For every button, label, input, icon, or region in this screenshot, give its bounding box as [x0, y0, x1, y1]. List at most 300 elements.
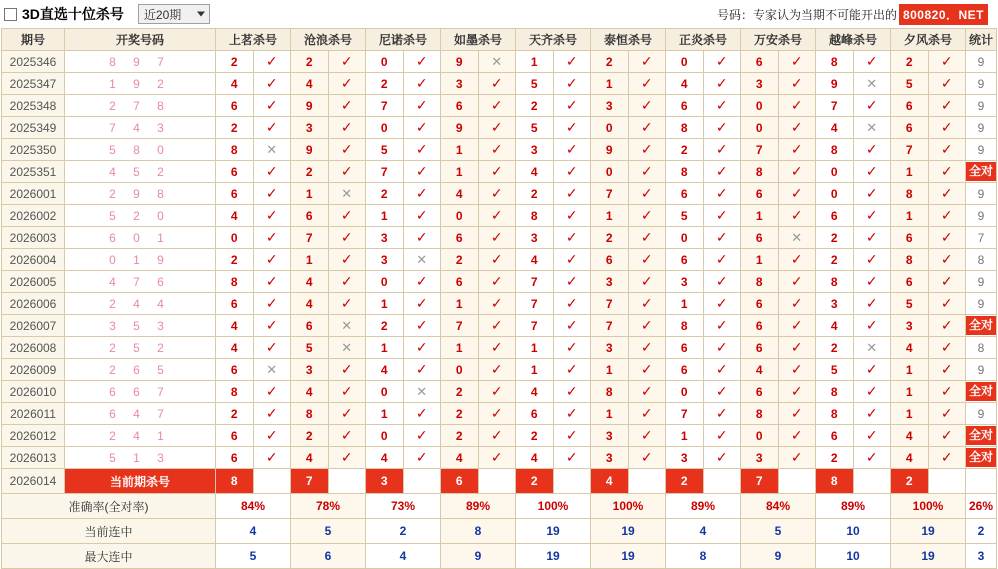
check-icon: ✓: [403, 293, 441, 315]
cross-icon: ✕: [853, 73, 891, 95]
cell-kill-number: 2: [366, 315, 404, 337]
check-icon: ✓: [553, 315, 591, 337]
summary-value: 73%: [366, 494, 441, 519]
check-icon: ✓: [703, 271, 741, 293]
cell-kill-number: 2: [291, 425, 329, 447]
check-icon: ✓: [253, 95, 291, 117]
cell-kill-number: 4: [516, 381, 554, 403]
status-badge: [966, 425, 997, 447]
cell-kill-number: 0: [216, 227, 254, 249]
status-badge: [966, 381, 997, 403]
check-icon: ✓: [403, 51, 441, 73]
cell-draw-code: 2 9 8: [65, 183, 216, 205]
check-icon: ✓: [628, 161, 666, 183]
cell-stat: 9: [966, 117, 997, 139]
cell-kill-number: 8: [741, 271, 779, 293]
check-icon: ✓: [328, 381, 366, 403]
table-row: [2, 315, 997, 337]
cell-kill-number: 6: [216, 447, 254, 469]
cell-kill-number: 6: [891, 95, 929, 117]
cell-kill-number: 1: [891, 403, 929, 425]
cell-kill-number: 6: [441, 95, 479, 117]
cell-draw-code: 4 7 6: [65, 271, 216, 293]
check-icon: ✓: [253, 117, 291, 139]
cell-kill-number: 2: [816, 447, 854, 469]
th-expert-2[interactable]: 沧浪杀号: [291, 29, 366, 51]
cell-current-kill-number: 2: [666, 469, 704, 494]
cell-kill-number: 5: [366, 139, 404, 161]
cell-kill-number: 2: [816, 337, 854, 359]
table-header-row: [2, 29, 997, 51]
th-expert-9[interactable]: 越峰杀号: [816, 29, 891, 51]
cell-kill-number: 2: [441, 403, 479, 425]
check-icon: ✓: [478, 293, 516, 315]
cell-kill-number: 4: [216, 73, 254, 95]
current-period-row: [2, 469, 997, 494]
check-icon: ✓: [778, 117, 816, 139]
check-icon: ✓: [853, 161, 891, 183]
cell-kill-number: 2: [291, 161, 329, 183]
cell-kill-number: 6: [666, 359, 704, 381]
check-icon: ✓: [628, 205, 666, 227]
check-icon: ✓: [628, 271, 666, 293]
cell-draw-code: 5 1 3: [65, 447, 216, 469]
check-icon: ✓: [328, 139, 366, 161]
check-icon: ✓: [478, 381, 516, 403]
th-stat[interactable]: 统计: [966, 29, 997, 51]
cell-kill-number: 0: [666, 381, 704, 403]
cell-current-kill-number: 8: [816, 469, 854, 494]
check-icon: ✓: [853, 205, 891, 227]
cell-kill-number: 6: [891, 271, 929, 293]
check-icon: ✓: [778, 271, 816, 293]
check-icon: ✓: [403, 117, 441, 139]
cell-kill-number: 4: [891, 425, 929, 447]
summary-value: 89%: [666, 494, 741, 519]
cell-issue: 2026005: [2, 271, 65, 293]
cell-kill-number: 2: [816, 227, 854, 249]
check-icon: ✓: [703, 227, 741, 249]
check-icon: ✓: [853, 51, 891, 73]
cross-icon: ✕: [403, 249, 441, 271]
check-icon: ✓: [928, 403, 966, 425]
cross-icon: ✕: [403, 381, 441, 403]
th-expert-6[interactable]: 泰恒杀号: [591, 29, 666, 51]
table-row: [2, 205, 997, 227]
summary-label: 当前连中: [2, 519, 216, 544]
th-expert-8[interactable]: 万安杀号: [741, 29, 816, 51]
summary-stat: 2: [966, 519, 997, 544]
cell-draw-code: 2 6 5: [65, 359, 216, 381]
cell-kill-number: 8: [741, 161, 779, 183]
check-icon: ✓: [703, 95, 741, 117]
cell-kill-number: 6: [741, 227, 779, 249]
cell-kill-number: 2: [516, 183, 554, 205]
check-icon: ✓: [628, 293, 666, 315]
all-correct-badge: 全对: [966, 382, 996, 401]
cell-kill-number: 3: [741, 447, 779, 469]
check-icon: ✓: [478, 183, 516, 205]
summary-value: 5: [741, 519, 816, 544]
check-icon: ✓: [928, 337, 966, 359]
cell-kill-number: 7: [366, 161, 404, 183]
check-icon: ✓: [478, 249, 516, 271]
check-icon: ✓: [553, 205, 591, 227]
check-icon: ✓: [403, 139, 441, 161]
check-icon: ✓: [628, 51, 666, 73]
summary-value: 5: [216, 544, 291, 569]
cell-kill-number: 1: [516, 337, 554, 359]
cell-kill-number: 4: [441, 447, 479, 469]
site-note: [717, 4, 994, 25]
cell-stat: 9: [966, 139, 997, 161]
check-icon: ✓: [403, 447, 441, 469]
check-icon: ✓: [253, 315, 291, 337]
cell-kill-number: 3: [291, 359, 329, 381]
check-icon: ✓: [478, 95, 516, 117]
cell-kill-number: 6: [741, 183, 779, 205]
cell-kill-number: 4: [291, 73, 329, 95]
cell-draw-code: 2 7 8: [65, 95, 216, 117]
check-icon: ✓: [628, 447, 666, 469]
check-icon: ✓: [703, 359, 741, 381]
cell-kill-number: 0: [366, 271, 404, 293]
cell-kill-number: 7: [516, 293, 554, 315]
check-icon: ✓: [928, 51, 966, 73]
check-icon: ✓: [928, 183, 966, 205]
cell-kill-number: 6: [441, 227, 479, 249]
check-icon: ✓: [328, 403, 366, 425]
summary-value: 78%: [291, 494, 366, 519]
check-icon: ✓: [253, 381, 291, 403]
check-icon: ✓: [328, 161, 366, 183]
cell-kill-number: 1: [591, 403, 629, 425]
table-row: [2, 337, 997, 359]
table-body: [2, 51, 997, 569]
check-icon: ✓: [253, 447, 291, 469]
check-icon: ✓: [478, 425, 516, 447]
check-icon: ✓: [328, 205, 366, 227]
cell-kill-number: 4: [666, 73, 704, 95]
cell-kill-number: 4: [366, 447, 404, 469]
cell-kill-number: 2: [516, 425, 554, 447]
summary-value: 4: [216, 519, 291, 544]
cell-kill-number: 4: [441, 183, 479, 205]
cell-issue: 2025349: [2, 117, 65, 139]
cell-kill-number: 1: [441, 293, 479, 315]
summary-value: 84%: [741, 494, 816, 519]
check-icon: ✓: [328, 51, 366, 73]
cell-kill-number: 1: [891, 161, 929, 183]
check-icon: ✓: [253, 227, 291, 249]
cell-kill-number: 0: [591, 161, 629, 183]
cell-kill-number: 3: [666, 447, 704, 469]
table-row: [2, 381, 997, 403]
select-all-checkbox[interactable]: [4, 8, 17, 21]
summary-value: 19: [516, 519, 591, 544]
check-icon: ✓: [553, 73, 591, 95]
cell-kill-number: 1: [441, 139, 479, 161]
table-row: [2, 183, 997, 205]
cell-kill-number: 8: [666, 315, 704, 337]
check-icon: ✓: [928, 205, 966, 227]
table-row: [2, 249, 997, 271]
check-icon: ✓: [703, 73, 741, 95]
check-icon: ✓: [328, 249, 366, 271]
check-icon: ✓: [853, 447, 891, 469]
cell-kill-number: 8: [291, 403, 329, 425]
summary-row: [2, 494, 997, 519]
check-icon: ✓: [253, 205, 291, 227]
cell-current-blank: [778, 469, 816, 494]
cell-kill-number: 4: [291, 381, 329, 403]
cell-current-kill-number: 7: [291, 469, 329, 494]
cell-kill-number: 3: [591, 425, 629, 447]
cell-kill-number: 1: [366, 403, 404, 425]
cell-current-blank: [403, 469, 441, 494]
th-issue[interactable]: 期号: [2, 29, 65, 51]
cell-kill-number: 6: [516, 403, 554, 425]
cell-issue: 2026003: [2, 227, 65, 249]
check-icon: ✓: [328, 359, 366, 381]
cell-kill-number: 8: [741, 403, 779, 425]
cell-kill-number: 0: [366, 425, 404, 447]
check-icon: ✓: [478, 139, 516, 161]
cell-issue: 2025351: [2, 161, 65, 183]
cell-kill-number: 8: [666, 117, 704, 139]
cell-issue: 2026014: [2, 469, 65, 494]
cell-kill-number: 4: [741, 359, 779, 381]
cell-kill-number: 2: [216, 117, 254, 139]
check-icon: ✓: [628, 139, 666, 161]
check-icon: ✓: [928, 117, 966, 139]
cell-issue: 2026013: [2, 447, 65, 469]
check-icon: ✓: [253, 425, 291, 447]
th-expert-1[interactable]: 上茗杀号: [216, 29, 291, 51]
check-icon: ✓: [403, 205, 441, 227]
cell-issue: 2026004: [2, 249, 65, 271]
cell-stat: 9: [966, 73, 997, 95]
cell-kill-number: 6: [741, 51, 779, 73]
check-icon: ✓: [553, 227, 591, 249]
cell-kill-number: 3: [666, 271, 704, 293]
table-row: [2, 447, 997, 469]
cross-icon: ✕: [253, 139, 291, 161]
cell-kill-number: 4: [516, 447, 554, 469]
cell-kill-number: 8: [216, 271, 254, 293]
cell-kill-number: 3: [516, 227, 554, 249]
check-icon: ✓: [778, 249, 816, 271]
cell-issue: 2026010: [2, 381, 65, 403]
cell-current-kill-number: 4: [591, 469, 629, 494]
check-icon: ✓: [703, 425, 741, 447]
cell-stat: 9: [966, 271, 997, 293]
check-icon: ✓: [403, 337, 441, 359]
cell-kill-number: 6: [666, 249, 704, 271]
cell-current-kill-number: 7: [741, 469, 779, 494]
th-expert-5[interactable]: 天齐杀号: [516, 29, 591, 51]
check-icon: ✓: [628, 403, 666, 425]
check-icon: ✓: [403, 161, 441, 183]
cell-kill-number: 4: [216, 205, 254, 227]
check-icon: ✓: [553, 447, 591, 469]
check-icon: ✓: [253, 403, 291, 425]
check-icon: ✓: [778, 381, 816, 403]
cell-kill-number: 1: [291, 183, 329, 205]
cell-issue: 2025348: [2, 95, 65, 117]
cell-kill-number: 8: [816, 271, 854, 293]
check-icon: ✓: [928, 293, 966, 315]
cell-kill-number: 1: [891, 381, 929, 403]
cell-kill-number: 0: [366, 381, 404, 403]
check-icon: ✓: [853, 227, 891, 249]
check-icon: ✓: [928, 381, 966, 403]
cell-kill-number: 8: [666, 161, 704, 183]
check-icon: ✓: [478, 315, 516, 337]
cell-kill-number: 6: [216, 425, 254, 447]
summary-label: 最大连中: [2, 544, 216, 569]
current-period-label: 当前期杀号: [65, 469, 216, 494]
check-icon: ✓: [478, 337, 516, 359]
check-icon: ✓: [778, 337, 816, 359]
period-select[interactable]: [138, 4, 210, 24]
cell-kill-number: 6: [666, 337, 704, 359]
check-icon: ✓: [478, 447, 516, 469]
cell-kill-number: 1: [741, 249, 779, 271]
cell-kill-number: 1: [591, 73, 629, 95]
check-icon: ✓: [328, 293, 366, 315]
period-select-value: 近20期: [143, 7, 182, 22]
check-icon: ✓: [703, 205, 741, 227]
table-row: [2, 161, 997, 183]
check-icon: ✓: [628, 73, 666, 95]
check-icon: ✓: [553, 249, 591, 271]
check-icon: ✓: [778, 315, 816, 337]
cell-kill-number: 2: [441, 249, 479, 271]
table-row: [2, 139, 997, 161]
check-icon: ✓: [328, 447, 366, 469]
cell-kill-number: 8: [891, 249, 929, 271]
summary-label: 准确率(全对率): [2, 494, 216, 519]
cell-kill-number: 5: [516, 73, 554, 95]
summary-value: 10: [816, 544, 891, 569]
summary-value: 4: [666, 519, 741, 544]
summary-value: 19: [891, 544, 966, 569]
check-icon: ✓: [928, 139, 966, 161]
cell-kill-number: 6: [891, 117, 929, 139]
cell-kill-number: 1: [741, 205, 779, 227]
table-row: [2, 73, 997, 95]
cell-issue: 2025347: [2, 73, 65, 95]
check-icon: ✓: [553, 183, 591, 205]
table-row: [2, 403, 997, 425]
cell-kill-number: 1: [366, 337, 404, 359]
cell-current-blank: [628, 469, 666, 494]
cell-kill-number: 6: [741, 315, 779, 337]
th-expert-10[interactable]: 夕风杀号: [891, 29, 966, 51]
cell-kill-number: 1: [891, 205, 929, 227]
cell-issue: 2026011: [2, 403, 65, 425]
check-icon: ✓: [478, 271, 516, 293]
site-badge: 800820．NET: [899, 4, 988, 25]
cell-issue: 2025350: [2, 139, 65, 161]
cell-current-blank: [703, 469, 741, 494]
table-header: [2, 29, 997, 51]
check-icon: ✓: [253, 73, 291, 95]
cell-kill-number: 6: [816, 205, 854, 227]
check-icon: ✓: [928, 227, 966, 249]
check-icon: ✓: [553, 95, 591, 117]
cell-draw-code: 1 9 2: [65, 73, 216, 95]
cell-kill-number: 7: [591, 183, 629, 205]
cell-current-kill-number: 8: [216, 469, 254, 494]
cross-icon: ✕: [328, 315, 366, 337]
check-icon: ✓: [553, 381, 591, 403]
cell-kill-number: 1: [291, 249, 329, 271]
cell-kill-number: 0: [666, 227, 704, 249]
cell-kill-number: 5: [891, 73, 929, 95]
cell-kill-number: 6: [441, 271, 479, 293]
cell-kill-number: 0: [666, 51, 704, 73]
th-expert-3[interactable]: 尼诺杀号: [366, 29, 441, 51]
check-icon: ✓: [253, 271, 291, 293]
check-icon: ✓: [778, 183, 816, 205]
th-expert-4[interactable]: 如墨杀号: [441, 29, 516, 51]
th-code[interactable]: 开奖号码: [65, 29, 216, 51]
cell-kill-number: 6: [666, 95, 704, 117]
summary-value: 100%: [591, 494, 666, 519]
cell-kill-number: 7: [591, 315, 629, 337]
summary-value: 8: [441, 519, 516, 544]
check-icon: ✓: [553, 425, 591, 447]
check-icon: ✓: [703, 249, 741, 271]
th-expert-7[interactable]: 正炎杀号: [666, 29, 741, 51]
check-icon: ✓: [403, 95, 441, 117]
cell-kill-number: 9: [816, 73, 854, 95]
check-icon: ✓: [478, 227, 516, 249]
cross-icon: ✕: [778, 227, 816, 249]
check-icon: ✓: [628, 227, 666, 249]
cell-kill-number: 6: [216, 359, 254, 381]
check-icon: ✓: [928, 315, 966, 337]
cell-kill-number: 1: [591, 205, 629, 227]
cell-issue: 2026002: [2, 205, 65, 227]
cell-kill-number: 0: [741, 95, 779, 117]
cell-kill-number: 8: [816, 51, 854, 73]
cell-kill-number: 1: [441, 161, 479, 183]
cell-kill-number: 1: [666, 293, 704, 315]
cell-kill-number: 4: [291, 447, 329, 469]
check-icon: ✓: [553, 51, 591, 73]
cell-kill-number: 2: [891, 51, 929, 73]
check-icon: ✓: [928, 271, 966, 293]
check-icon: ✓: [328, 117, 366, 139]
cell-draw-code: 5 2 0: [65, 205, 216, 227]
check-icon: ✓: [778, 205, 816, 227]
summary-value: 5: [291, 519, 366, 544]
summary-value: 9: [441, 544, 516, 569]
check-icon: ✓: [703, 117, 741, 139]
cell-kill-number: 3: [591, 271, 629, 293]
summary-value: 89%: [816, 494, 891, 519]
check-icon: ✓: [853, 249, 891, 271]
cell-kill-number: 0: [816, 161, 854, 183]
check-icon: ✓: [628, 117, 666, 139]
check-icon: ✓: [403, 315, 441, 337]
cell-draw-code: 5 8 0: [65, 139, 216, 161]
check-icon: ✓: [703, 51, 741, 73]
toolbar: [0, 0, 998, 28]
